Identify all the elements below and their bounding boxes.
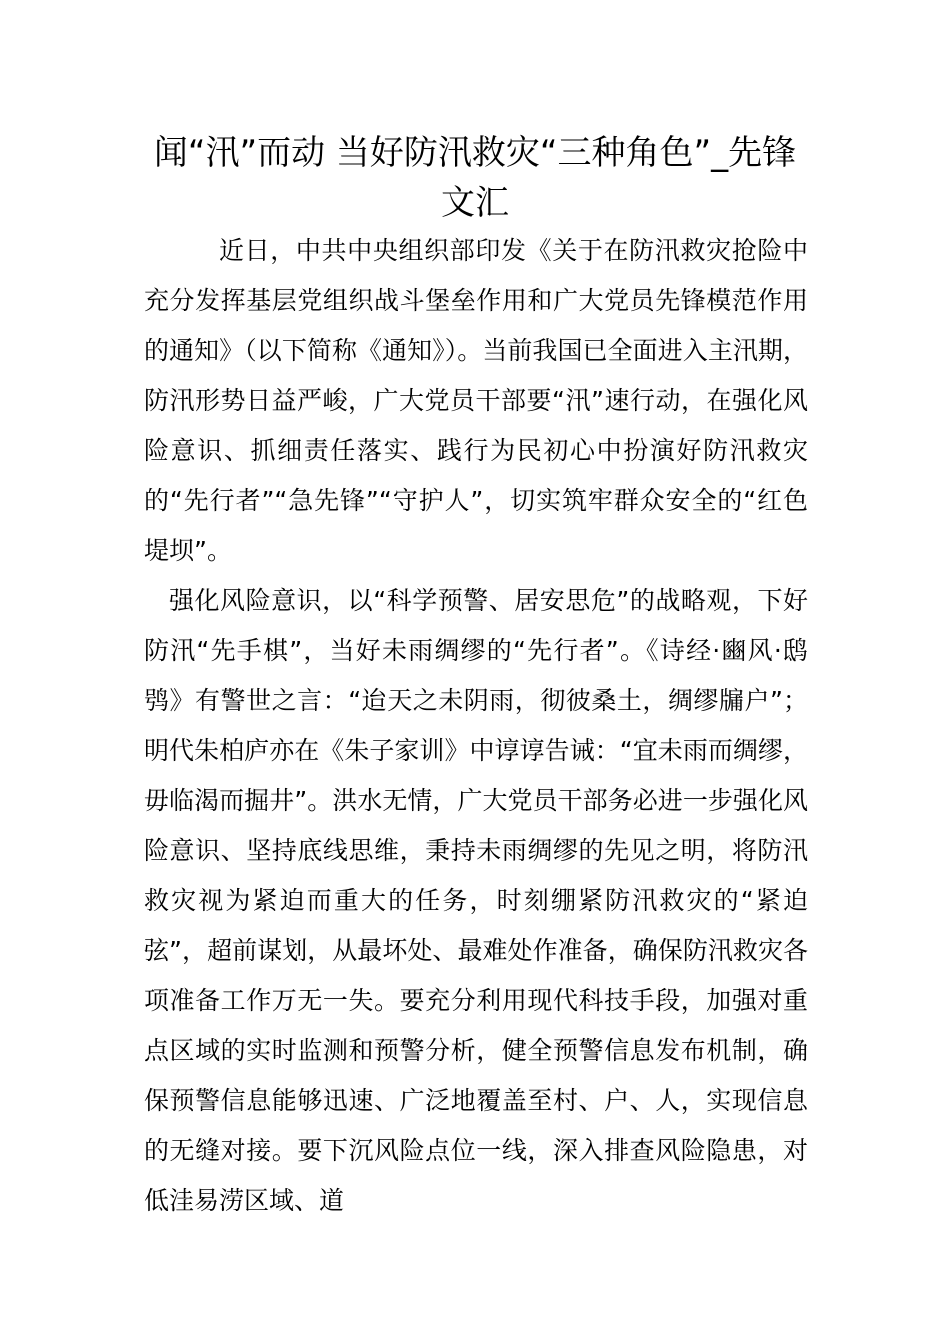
document-body <box>144 226 808 1226</box>
paragraph-risk-awareness: 强化风险意识，以“科学预警、居安思危”的战略观，下好防汛“先手棋”，当好未雨绸缪的“先行者”。《诗经·豳风·鸱鸮》有警世之言：“迨天之未阴雨，彻彼桑土，绸缪牖户”；明代朱柏庐亦在《朱子家训》中谆谆告诫：“宜未雨而绸缪，毋临渴而掘井”。洪水无情，广大党员干部务必进一步强化风险意识、坚持底线思维，秉持未雨绸缪的先见之明，将防汛救灾视为紧迫而重大的任务，时刻绷紧防汛救灾的“紧迫弦”，超前谋划，从最坏处、最难处作准备，确保防汛救灾各项准备工作万无一失。要充分利用现代科技手段，加强对重点区域的实时监测和预警分析，健全预警信息发布机制，确保预警信息能够迅速、广泛地覆盖至村、户、人，实现信息的无缝对接。要下沉风险点位一线，深入排查风险隐患，对低洼易涝区域、道 <box>144 586 808 1215</box>
document-title: 闻“汛”而动 当好防汛救灾“三种角色”_先锋文汇 <box>153 133 797 223</box>
paragraph-intro: 近日，中共中央组织部印发《关于在防汛救灾抢险中充分发挥基层党组织战斗堡垒作用和广大党员先锋模范作用的通知》（以下简称《通知》）。当前我国已全面进入主汛期，防汛形势日益严峻，广大党员干部要“汛”速行动，在强化风险意识、抓细责任落实、践行为民初心中扮演好防汛救灾的“先行者”“急先锋”“守护人”，切实筑牢群众安全的“红色堤坝”。 <box>144 236 808 565</box>
